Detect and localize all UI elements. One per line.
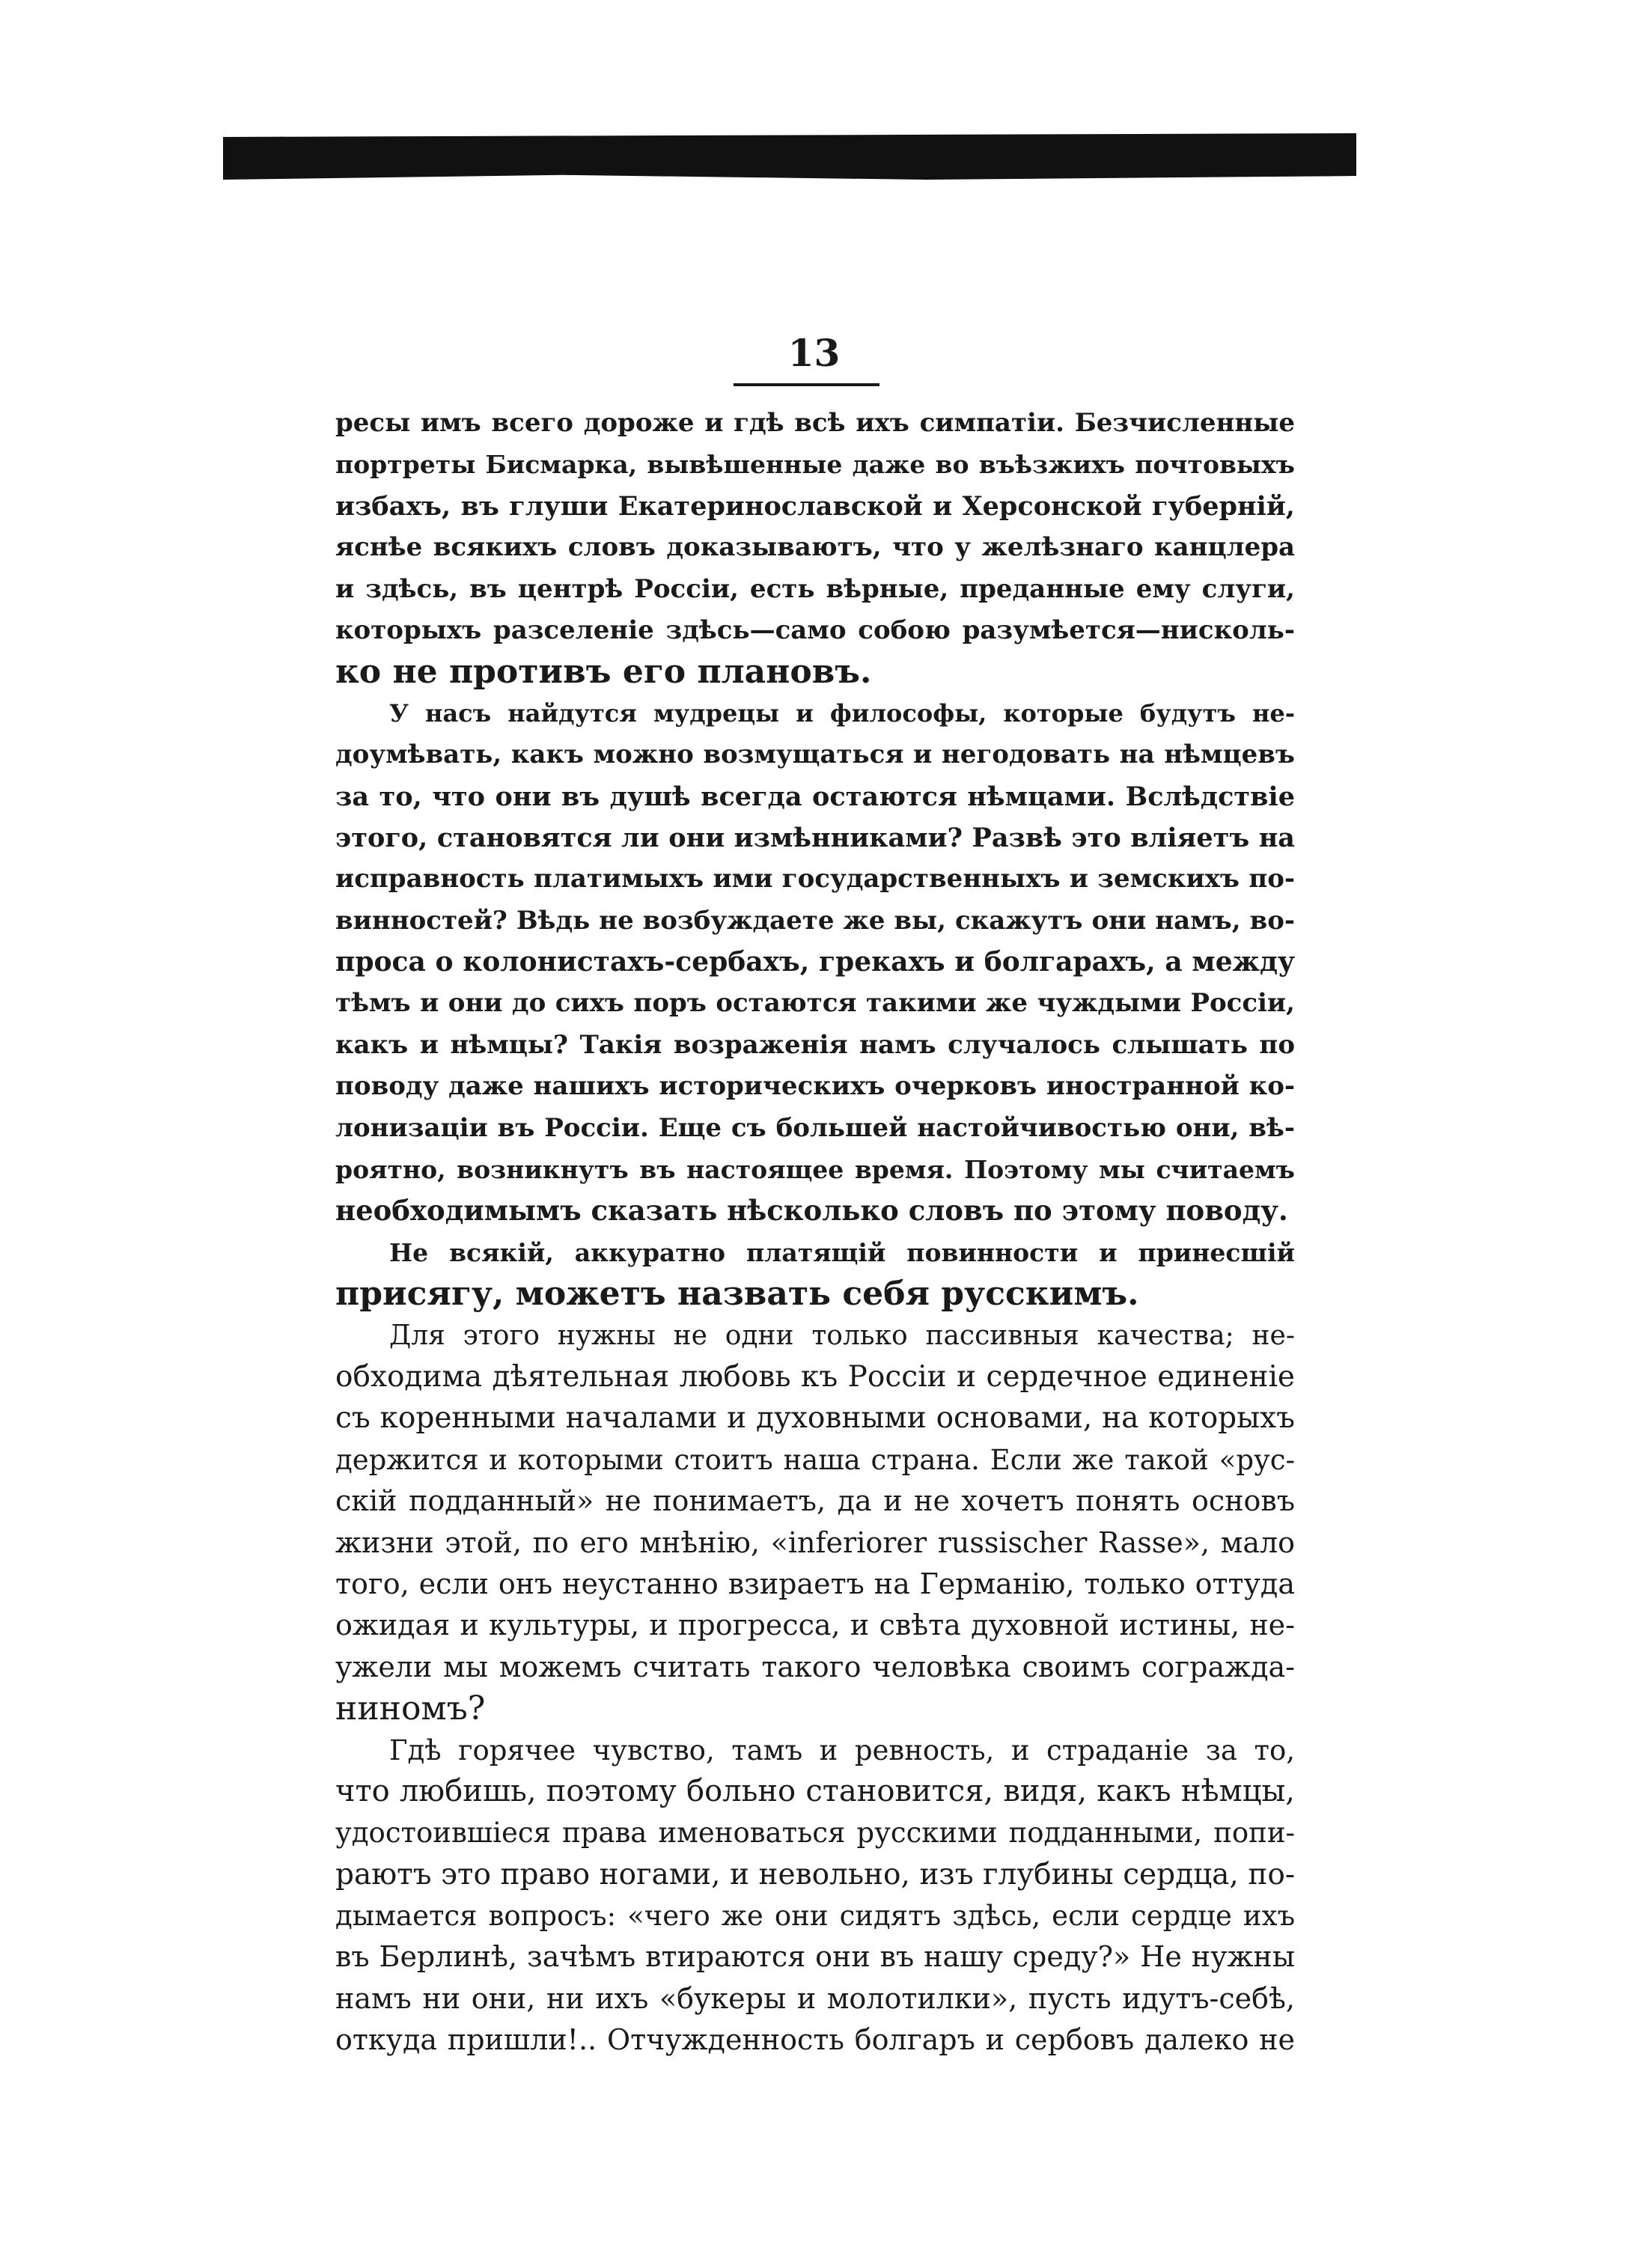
text-line: въ Берлинѣ, зачѣмъ втираются они въ нашу среду?» Не нужны (335, 1940, 1295, 1974)
text-line: за то, что они въ душѣ всегда остаются нѣмцами. Вслѣдствіе (335, 781, 1295, 812)
text-line: яснѣе всякихъ словъ доказываютъ, что у желѣзнаго канцлера (335, 532, 1295, 563)
text-line: какъ и нѣмцы? Такія возраженія намъ случалось слышать по (335, 1029, 1295, 1060)
body-text (335, 403, 1295, 2061)
text-line: необходимымъ сказать нѣсколько словъ по этому поводу. (335, 1194, 1288, 1228)
page-number: 13 (787, 331, 841, 375)
text-line: дымается вопросъ: «чего же они сидятъ здѣсь, если сердце ихъ (335, 1900, 1295, 1933)
text-line: что любишь, поэтому больно становится, видя, какъ нѣмцы, (335, 1773, 1295, 1808)
text-line: ниномъ? (335, 1689, 486, 1728)
text-line: скій подданный» не понимаетъ, да и не хочетъ понять основъ (335, 1484, 1295, 1518)
text-line: присягу, можетъ назвать себя русскимъ. (335, 1275, 1139, 1314)
text-line: откуда пришли!.. Отчужденность болгаръ и сербовъ далеко не (335, 2023, 1295, 2057)
text-line: роятно, возникнутъ въ настоящее время. Поэтому мы считаемъ (335, 1155, 1295, 1185)
text-line: и здѣсь, въ центрѣ Россіи, есть вѣрные, преданные ему слуги, (335, 573, 1295, 604)
text-line: ужели мы можемъ считать такого человѣка своимъ согражда- (335, 1650, 1295, 1683)
text-line: съ коренными началами и духовными основами, на которыхъ (335, 1401, 1295, 1436)
scan-top-border (223, 133, 1356, 180)
text-line: того, если онъ неустанно взираетъ на Германію, только оттуда (335, 1567, 1295, 1600)
text-line: избахъ, въ глуши Екатеринославской и Херсонской губерній, (335, 490, 1295, 522)
text-line: винностей? Вѣдь не возбуждаете же вы, скажутъ они намъ, во- (335, 905, 1295, 936)
text-line: жизни этой, по его мнѣнію, «inferiorer russischer Rasse», мало (335, 1525, 1295, 1559)
text-line: обходима дѣятельная любовь къ Россіи и сердечное единеніе (335, 1359, 1295, 1394)
text-line: тѣмъ и они до сихъ поръ остаются такими же чуждыми Россіи, (335, 988, 1295, 1019)
text-line: проса о колонистахъ-сербахъ, грекахъ и болгарахъ, а между (335, 946, 1295, 978)
page-number-underline (734, 383, 879, 386)
text-line: доумѣвать, какъ можно возмущаться и негодовать на нѣмцевъ (335, 740, 1295, 770)
text-line: раютъ это право ногами, и невольно, изъ глубины сердца, по- (335, 1857, 1295, 1891)
text-line: ко не противъ его плановъ. (335, 653, 872, 692)
text-line: ресы имъ всего дороже и гдѣ всѣ ихъ симпатіи. Безчисленные (335, 408, 1295, 438)
text-line: лонизаціи въ Россіи. Еще съ большей настойчивостью они, вѣ- (335, 1112, 1295, 1143)
text-line: Не всякій, аккуратно платящій повинности и принесшій (389, 1237, 1295, 1267)
text-line: портреты Бисмарка, вывѣшенные даже во въѣзжихъ почтовыхъ (335, 450, 1295, 480)
text-line: Гдѣ горячее чувство, тамъ и ревность, и страданіе за то, (389, 1734, 1295, 1766)
text-line: У насъ найдутся мудрецы и философы, которые будутъ не- (389, 698, 1295, 728)
text-line: которыхъ разселеніе здѣсь—само собою разумѣется—нисколь- (335, 615, 1295, 645)
text-line: намъ ни они, ни ихъ «букеры и молотилки», пусть идутъ-себѣ, (335, 1981, 1295, 2015)
text-line: поводу даже нашихъ историческихъ очерковъ иностранной ко- (335, 1071, 1295, 1102)
text-line: исправность платимыхъ ими государственныхъ и земскихъ по- (335, 864, 1295, 894)
text-line: этого, становятся ли они измѣнниками? Развѣ это вліяетъ на (335, 822, 1295, 853)
text-line: ожидая и культуры, и прогресса, и свѣта духовной истины, не- (335, 1609, 1295, 1642)
text-line: Для этого нужны не одни только пассивныя качества; не- (389, 1320, 1295, 1351)
text-line: держится и которыми стоитъ наша страна. Если же такой «рус- (335, 1443, 1295, 1476)
text-line: удостоившіеся права именоваться русскими подданными, попи- (335, 1817, 1295, 1850)
